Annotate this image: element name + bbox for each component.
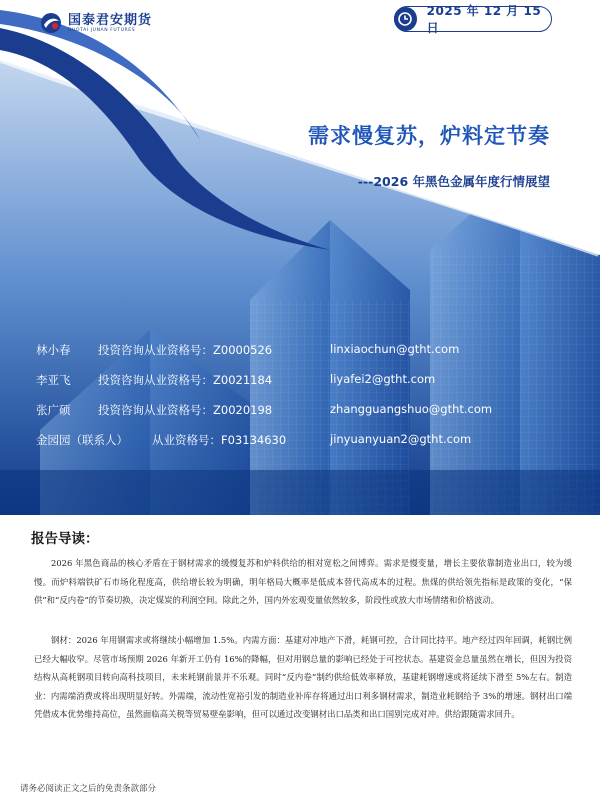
report-subtitle: ---2026 年黑色金属年度行情展望 (357, 174, 550, 189)
logo-mark-icon (40, 12, 62, 34)
author-license: 投资咨询从业资格号：Z0000526 (98, 343, 273, 357)
author-license: 投资咨询从业资格号：Z0021184 (98, 373, 273, 387)
disclaimer-footer: 请务必阅读正文之后的免责条款部分 (20, 784, 157, 794)
company-logo (40, 12, 152, 34)
report-date: 2025 年 12 月 15 日 (426, 4, 542, 35)
logo-text: 国泰君安期货 (68, 12, 153, 28)
author-email[interactable]: linxiaochun@gtht.com (330, 342, 460, 356)
author-email[interactable]: liyafei2@gtht.com (330, 372, 436, 386)
author-row (0, 432, 600, 452)
author-name: 李亚飞 (36, 373, 71, 387)
author-name: 林小春 (36, 343, 71, 357)
author-license: 从业资格号：F03134630 (152, 433, 287, 447)
author-email[interactable]: jinyuanyuan2@gtht.com (330, 432, 472, 446)
author-row (0, 402, 600, 422)
section-title: 报告导读： (31, 531, 99, 547)
author-email[interactable]: zhangguangshuo@gtht.com (330, 402, 493, 416)
report-date-badge (394, 4, 552, 35)
logo-subtext: GUOTAI JUNAN FUTURES (68, 27, 136, 33)
author-name: 金园园（联系人） (36, 433, 128, 447)
author-name: 张广硕 (36, 403, 71, 417)
author-row (0, 342, 600, 362)
paragraph: 2026 年黑色商品的核心矛盾在于钢材需求的缓慢复苏和炉料供给的相对宽松之间博弈。需求是慢变量，增长主要依靠制造业出口，较为缓慢。而炉料端铁矿石市场化程度高，供给增长较为明确，明年格局大概率是低成本替代高成本的过程。焦煤的供给领先指标是政策的变化，“保供”和“反内卷”的节奏切换，决定煤炭的利润空间。除此之外，国内外宏观变量依然较多，阶段性或放大市场情绪和价格波动。 (34, 558, 572, 605)
report-title: 需求慢复苏，炉料定节奏 (308, 124, 550, 148)
clock-icon (394, 7, 417, 31)
author-row (0, 372, 600, 392)
paragraph: 钢材：2026 年用钢需求或将继续小幅增加 1.5%。内需方面：基建对冲地产下滑，耗钢可控，合计同比持平。地产经过四年回调，耗钢比例已经大幅收窄。尽管市场预期 2026 年新开工仍有 16%的降幅，但对用钢总量的影响已经处于可控状态。基建资金总量虽然在增长，但因为投资结构从高耗钢项目转向高科技项目，未来耗钢前景并不乐观。同时“反内卷”制约供给低效率释放，基建耗钢增速或将延续下滑至 5%左右。制造业：内需端消费或将出现明显好转。外需端，流动性宽裕引发的制造业补库存将通过出口利多钢材需求，制造业耗钢给予 3%的增速。钢材出口端凭借成本优势维持高位，虽然面临高关税等贸易壁垒影响，但可以通过改变钢材出口品类和出口国别完成对冲。供给跟随需求回升。 (34, 635, 572, 719)
author-license: 投资咨询从业资格号：Z0020198 (98, 403, 273, 417)
